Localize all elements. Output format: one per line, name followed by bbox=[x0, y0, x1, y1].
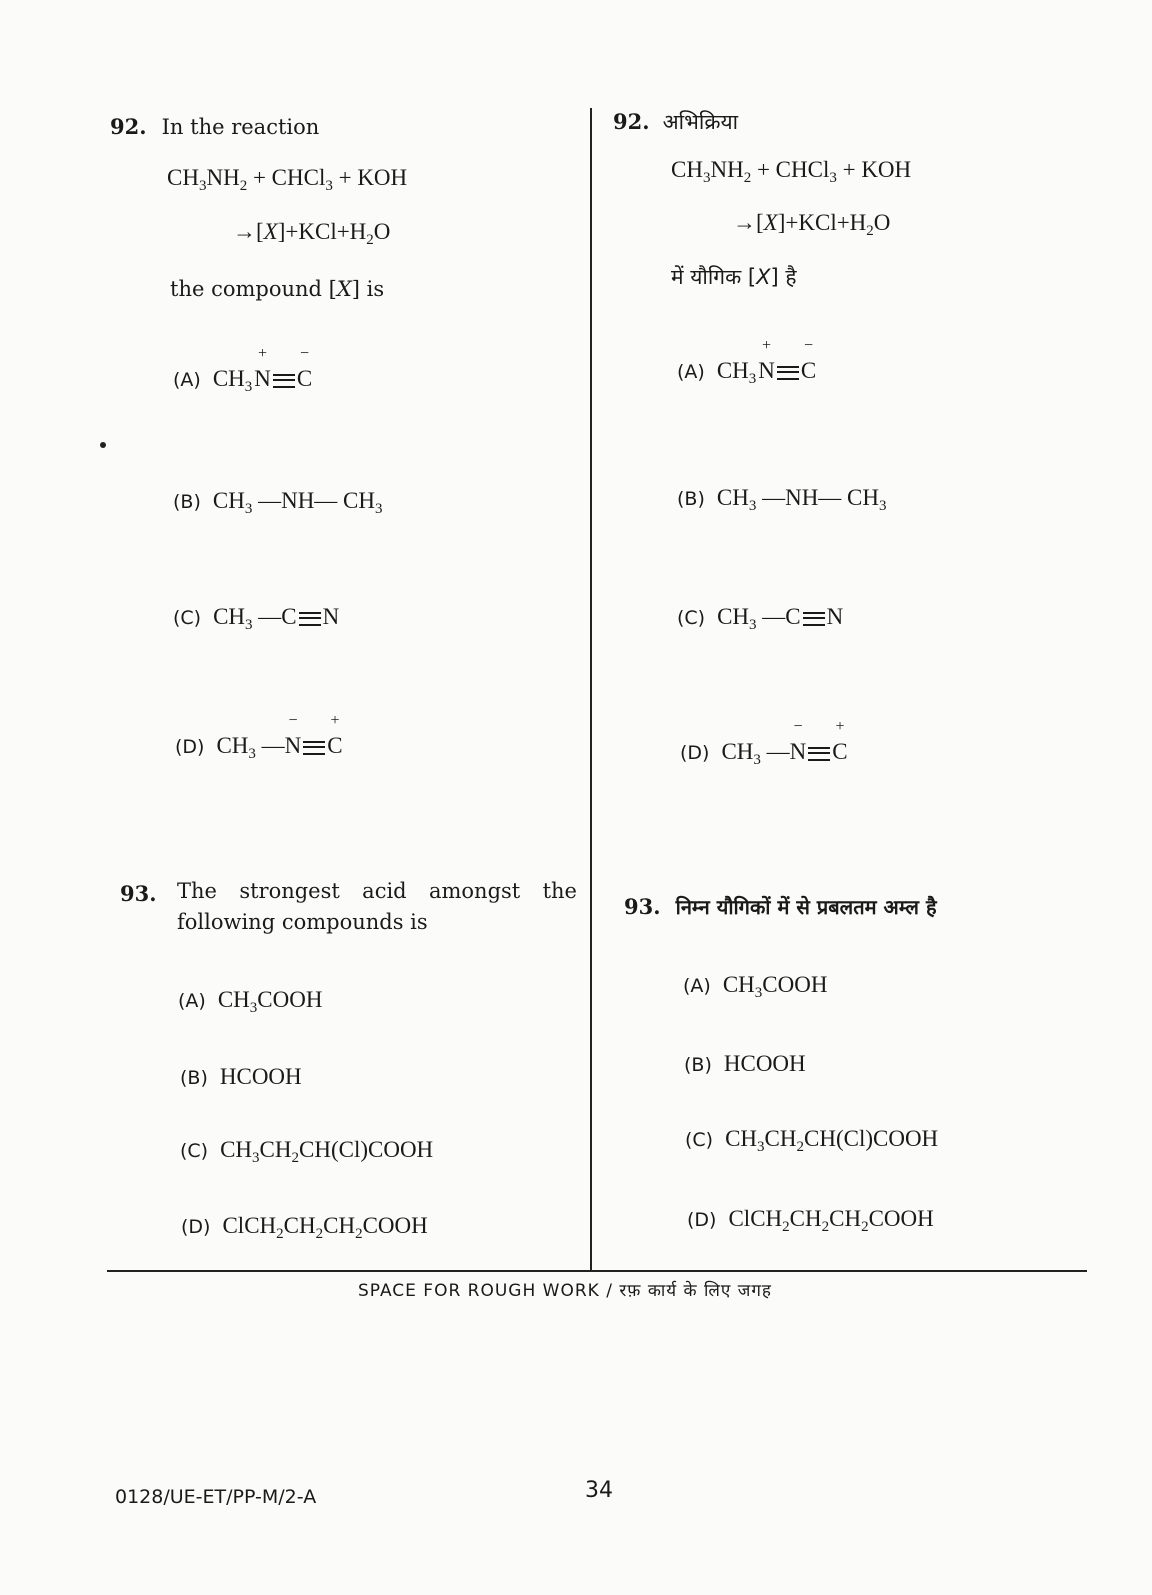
option-label: (B) bbox=[180, 1067, 208, 1089]
column-divider bbox=[590, 108, 592, 1271]
booklet-code: 0128/UE-ET/PP-M/2-A bbox=[115, 1486, 317, 1508]
left-q92-option-a: (A) $CH_3$ N + C − bbox=[173, 345, 313, 395]
left-q93-option-c: (C) $CH_3CH_2CH(Cl)COOH$ bbox=[180, 1137, 434, 1166]
page-number: 34 bbox=[585, 1478, 613, 1503]
option-label: (B) bbox=[677, 488, 705, 510]
right-q92-option-b: (B) $CH_3$ —NH— $CH_3$ bbox=[677, 485, 887, 514]
stray-dot bbox=[100, 442, 106, 448]
option-label: (A) bbox=[677, 361, 705, 383]
right-q93-option-d: (D) $ClCH_2CH_2CH_2COOH$ bbox=[687, 1206, 934, 1235]
left-q93-line2: following compounds is bbox=[177, 910, 428, 934]
option-label: (D) bbox=[687, 1209, 717, 1231]
right-q92-equation-line2: $\to[X]+KCl+H_2O$ bbox=[733, 210, 891, 239]
left-q92-option-c: (C) $CH_3$ —C N bbox=[173, 604, 340, 633]
option-label: (A) bbox=[683, 975, 711, 997]
word: amongst bbox=[428, 879, 521, 903]
left-q93-option-a: (A) $CH_3COOH$ bbox=[178, 987, 323, 1016]
right-q92-option-c: (C) $CH_3$ —C N bbox=[677, 604, 844, 633]
word: the bbox=[542, 879, 577, 903]
option-label: (C) bbox=[180, 1140, 209, 1162]
left-q93-option-b: (B) HCOOH bbox=[180, 1064, 302, 1089]
option-label: (D) bbox=[175, 736, 205, 758]
word: acid bbox=[362, 879, 407, 903]
option-label: (A) bbox=[173, 369, 201, 391]
option-label: (B) bbox=[173, 491, 201, 513]
right-q93-option-c: (C) $CH_3CH_2CH(Cl)COOH$ bbox=[685, 1126, 939, 1155]
option-label: (C) bbox=[173, 607, 202, 629]
option-label: (A) bbox=[178, 990, 206, 1012]
rough-work-label: SPACE FOR ROUGH WORK / रफ़ कार्य के लिए जगह bbox=[358, 1281, 772, 1301]
option-label: (C) bbox=[677, 607, 706, 629]
option-label: (D) bbox=[680, 742, 710, 764]
right-q92-option-a: (A) $CH_3$ N + C − bbox=[677, 337, 817, 387]
option-label: (B) bbox=[684, 1054, 712, 1076]
right-q92-question: में यौगिक [X] है bbox=[671, 265, 797, 289]
question-intro: अभिक्रिया bbox=[662, 110, 739, 134]
left-q92-equation-line1: $CH_3NH_2$ + CHCl$_3$ + KOH bbox=[167, 165, 408, 194]
word: The bbox=[177, 879, 217, 903]
right-q92-equation-line1: $CH_3NH_2$ + CHCl$_3$ + KOH bbox=[671, 157, 912, 186]
question-intro: In the reaction bbox=[161, 115, 320, 139]
left-q92-option-b: (B) $CH_3$ —NH— $CH_3$ bbox=[173, 488, 383, 517]
left-q93-line1 bbox=[177, 879, 577, 903]
right-q92-header bbox=[613, 108, 738, 136]
question-text: निम्न यौगिकों में से प्रबलतम अम्ल है bbox=[675, 895, 937, 919]
left-q93-header bbox=[120, 881, 157, 906]
left-q93-option-d: (D) $ClCH_2CH_2CH_2COOH$ bbox=[181, 1213, 428, 1242]
footer-rule bbox=[107, 1270, 1087, 1272]
question-number: 92. bbox=[110, 114, 147, 139]
left-q92-equation-line2: $\to[X]+KCl+H_2O$ bbox=[233, 219, 391, 248]
right-q92-option-d: (D) $CH_3$ —N − C + bbox=[680, 718, 848, 768]
option-label: (C) bbox=[685, 1129, 714, 1151]
right-q93-option-a: (A) $CH_3COOH$ bbox=[683, 972, 828, 1001]
right-q93-header bbox=[624, 893, 937, 920]
question-number: 93. bbox=[624, 894, 661, 919]
question-number: 93. bbox=[120, 881, 157, 906]
left-q92-option-d: (D) $CH_3$ —N − C + bbox=[175, 712, 343, 762]
question-number: 92. bbox=[613, 109, 650, 134]
word: strongest bbox=[239, 879, 340, 903]
left-q92-header bbox=[110, 114, 319, 139]
right-q93-option-b: (B) HCOOH bbox=[684, 1051, 806, 1076]
option-label: (D) bbox=[181, 1216, 211, 1238]
left-q92-question: the compound [X] is bbox=[170, 277, 385, 301]
